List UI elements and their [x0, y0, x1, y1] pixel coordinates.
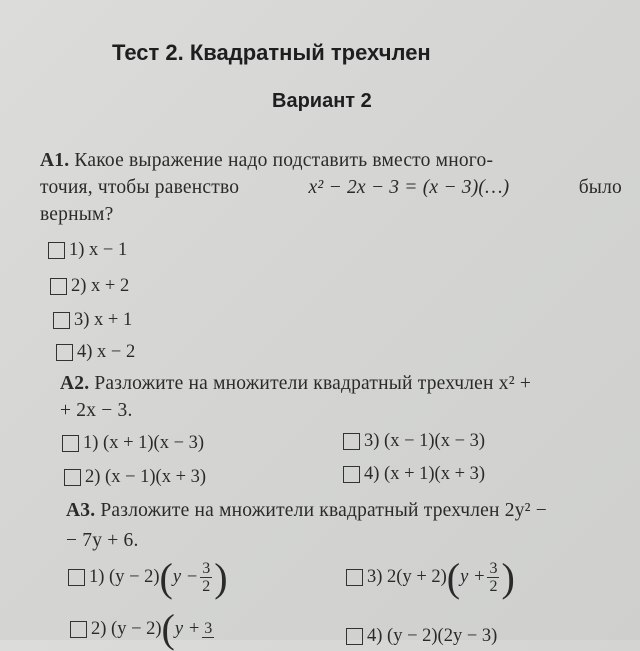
question-text: Разложите на множители квадратный трехчлен 2y² − — [100, 500, 547, 521]
checkbox[interactable] — [64, 469, 81, 486]
question-text: + 2x − 3. — [60, 400, 133, 421]
checkbox[interactable] — [346, 569, 363, 586]
question-label: А2. — [60, 373, 90, 394]
option-label: 4) x − 2 — [77, 342, 136, 362]
fraction: 3 — [204, 620, 213, 637]
checkbox[interactable] — [70, 621, 87, 638]
answer-option[interactable] — [48, 240, 127, 261]
question-text: было — [578, 177, 622, 198]
option-term: y + — [460, 567, 486, 587]
question-text: Какое выражение надо подставить вместо много- — [74, 150, 494, 171]
answer-option[interactable] — [62, 433, 204, 454]
fraction: $\frac{3}{2}$ — [202, 560, 211, 595]
option-label: 4) (y − 2)(2y − 3) — [367, 626, 498, 646]
option-term: y − — [172, 567, 199, 587]
answer-option[interactable] — [56, 342, 135, 363]
variant-heading: Вариант 2 — [272, 90, 372, 112]
answer-option[interactable] — [64, 467, 206, 488]
fraction: $\frac{3}{2}$ — [489, 560, 498, 595]
option-label: 2) x + 2 — [71, 276, 130, 296]
question-label: А3. — [66, 500, 96, 521]
checkbox[interactable] — [343, 466, 360, 483]
equation: x² − 2x − 3 = (x − 3)(…) — [308, 177, 510, 198]
question-text: − 7y + 6. — [66, 530, 139, 551]
checkbox[interactable] — [56, 344, 73, 361]
question-text: точия, чтобы равенство — [40, 177, 240, 198]
answer-option[interactable] — [346, 626, 497, 647]
option-term: y + — [174, 618, 201, 639]
question-label: А1. — [40, 150, 70, 171]
answer-option[interactable] — [53, 310, 132, 331]
option-label: 1) x − 1 — [69, 240, 128, 260]
answer-option[interactable] — [343, 431, 485, 452]
answer-option[interactable] — [50, 276, 129, 297]
option-label: 1) (x + 1)(x − 3) — [83, 433, 205, 453]
answer-option[interactable] — [343, 464, 485, 485]
option-label: 4) (x + 1)(x + 3) — [364, 464, 486, 484]
checkbox[interactable] — [343, 433, 360, 450]
page-title: Тест 2. Квадратный трехчлен — [112, 40, 431, 65]
checkbox[interactable] — [346, 628, 363, 645]
option-label: 3) x + 1 — [74, 310, 133, 330]
checkbox[interactable] — [68, 569, 85, 586]
answer-option[interactable]: 1) (y − 2) ( y − $\frac{3}{2}$ ) — [68, 560, 228, 595]
checkbox[interactable] — [53, 312, 70, 329]
checkbox[interactable] — [62, 435, 79, 452]
option-label: 3) (x − 1)(x − 3) — [364, 431, 486, 451]
option-label: 1) (y − 2) — [89, 567, 160, 587]
question-text: Разложите на множители квадратный трехчлен x² + — [94, 373, 532, 394]
question-text: верным? — [40, 204, 114, 225]
answer-option[interactable]: 2) (y − 2) ( y + 3 — [70, 614, 216, 644]
option-label: 2) (y − 2) — [91, 618, 162, 639]
answer-option[interactable]: 3) 2(y + 2) ( y + $\frac{3}{2}$ ) — [346, 560, 515, 595]
checkbox[interactable] — [48, 242, 65, 259]
checkbox[interactable] — [50, 278, 67, 295]
option-label: 3) 2(y + 2) — [367, 567, 447, 587]
option-label: 2) (x − 1)(x + 3) — [85, 467, 207, 487]
